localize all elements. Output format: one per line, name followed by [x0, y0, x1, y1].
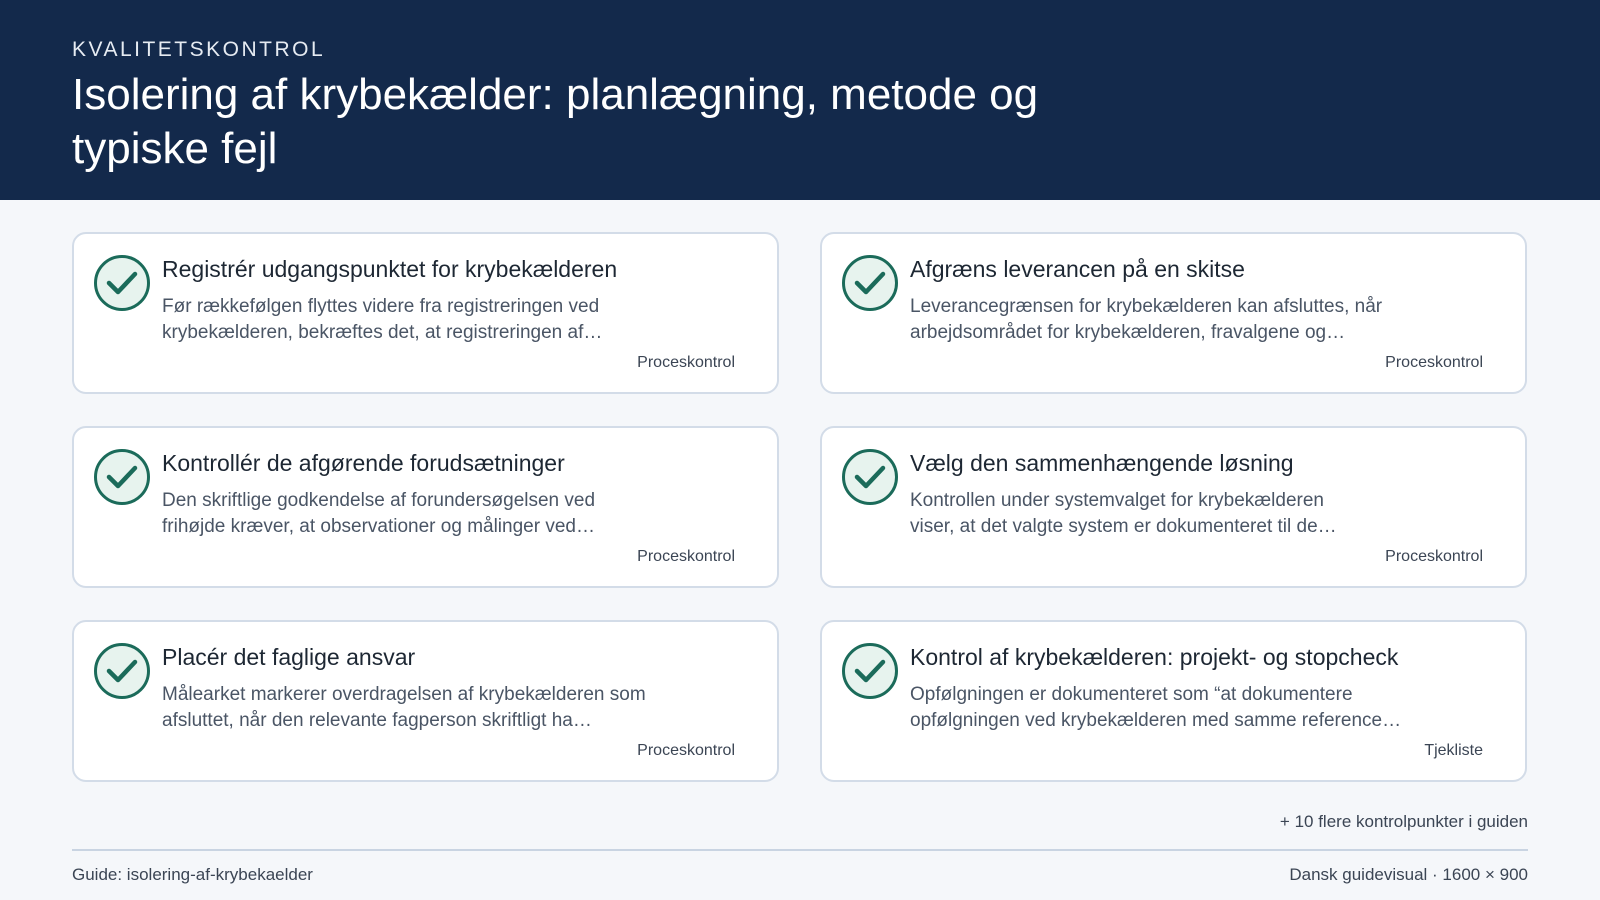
card-description	[910, 294, 1470, 346]
card-description-line: krybekælderen, bekræftes det, at registreringen af…	[162, 322, 603, 343]
checklist-card-vaelg[interactable]	[820, 426, 1527, 588]
card-tag: Proceskontrol	[637, 354, 735, 371]
card-description	[162, 682, 722, 734]
footer-divider	[72, 849, 1528, 851]
card-title: Vælg den sammenhængende løsning	[910, 450, 1294, 476]
card-description-line: Opfølgningen er dokumenteret som “at dokumentere	[910, 684, 1353, 705]
card-tag: Proceskontrol	[1385, 548, 1483, 565]
card-title: Registrér udgangspunktet for krybekælderen	[162, 256, 618, 282]
footer-guide-slug: Guide: isolering-af-krybekaelder	[72, 865, 313, 884]
card-description-line: Målearket markerer overdragelsen af krybekælderen som	[162, 684, 646, 705]
checklist-card-afgraens[interactable]	[820, 232, 1527, 394]
card-title: Kontrollér de afgørende forudsætninger	[162, 450, 565, 476]
check-circle-icon	[93, 642, 151, 700]
card-description	[910, 488, 1470, 540]
card-description-line: opfølgningen ved krybekælderen med samme reference…	[910, 710, 1402, 731]
card-tag: Tjekliste	[1424, 742, 1483, 759]
card-description	[162, 294, 722, 346]
card-description-line: viser, at det valgte system er dokumenteret til de…	[910, 516, 1337, 537]
check-circle-icon	[93, 254, 151, 312]
check-circle-icon	[93, 448, 151, 506]
check-circle-icon	[841, 254, 899, 312]
checklist-card-placer[interactable]	[72, 620, 779, 782]
card-description-line: Den skriftlige godkendelse af forundersøgelsen ved	[162, 490, 596, 511]
header-banner	[0, 0, 1600, 200]
checklist-card-kontrol[interactable]	[820, 620, 1527, 782]
card-description-line: afsluttet, når den relevante fagperson skriftligt ha…	[162, 710, 592, 731]
check-circle-icon	[841, 642, 899, 700]
card-description	[162, 488, 722, 540]
more-checkpoints-link[interactable]: + 10 flere kontrolpunkter i guiden	[1279, 812, 1528, 831]
page-title: Isolering af krybekælder: planlægning, metode og typiske fejl	[72, 70, 1039, 173]
eyebrow-label: KVALITETSKONTROL	[72, 38, 326, 61]
check-circle-icon	[841, 448, 899, 506]
card-tag: Proceskontrol	[1385, 354, 1483, 371]
card-description-line: frihøjde kræver, at observationer og målinger ved…	[162, 516, 595, 537]
card-description	[910, 682, 1470, 734]
card-title: Kontrol af krybekælderen: projekt- og stopcheck	[910, 644, 1399, 670]
card-title: Placér det faglige ansvar	[162, 644, 416, 670]
card-tag: Proceskontrol	[637, 548, 735, 565]
checklist-card-kontroller[interactable]	[72, 426, 779, 588]
checklist-card-registrer[interactable]	[72, 232, 779, 394]
card-title: Afgræns leverancen på en skitse	[910, 256, 1245, 282]
card-description-line: Leverancegrænsen for krybekælderen kan afsluttes, når	[910, 296, 1383, 317]
footer-caption: Dansk guidevisual · 1600 × 900	[1289, 865, 1528, 884]
card-description-line: Kontrollen under systemvalget for krybekælderen	[910, 490, 1324, 511]
card-description-line: Før rækkefølgen flyttes videre fra registreringen ved	[162, 296, 600, 317]
card-tag: Proceskontrol	[637, 742, 735, 759]
card-description-line: arbejdsområdet for krybekælderen, fravalgene og…	[910, 322, 1346, 343]
